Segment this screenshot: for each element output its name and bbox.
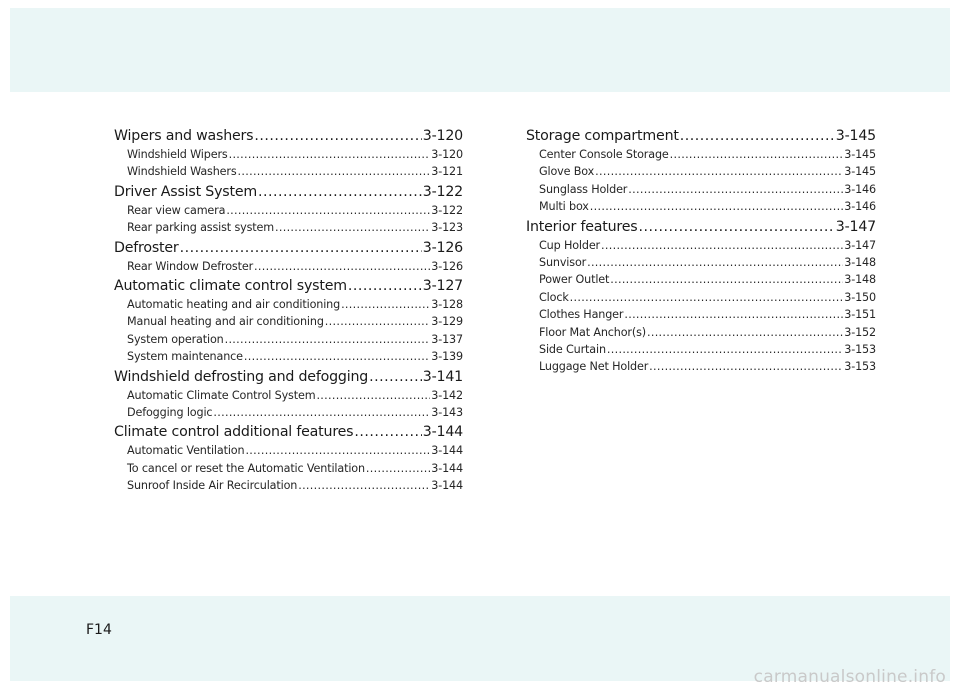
toc-entry-page: 3-144 [431,479,463,493]
dot-leader [607,341,843,358]
dot-leader [587,254,843,271]
toc-subsection-entry[interactable] [526,358,876,375]
toc-entry-page: 3-144 [431,461,463,475]
toc-subsection-entry[interactable] [526,271,876,288]
dot-leader [325,313,430,330]
toc-entry-page: 3-153 [844,360,876,374]
toc-entry-title: Floor Mat Anchor(s) [539,325,646,339]
toc-entry-page: 3-128 [431,297,463,311]
toc-entry-title: Center Console Storage [539,148,669,161]
toc-entry-title: Storage compartment [526,128,679,144]
toc-entry-page: 3-139 [431,350,463,364]
dot-leader [354,423,421,441]
toc-subsection-entry[interactable] [526,237,876,254]
toc-entry-page: 3-144 [431,444,463,458]
toc-entry-page: 3-146 [844,182,876,196]
dot-leader [316,387,430,404]
toc-subsection-entry[interactable] [114,313,463,330]
toc-entry-title: Glove Box [539,165,595,179]
toc-section-entry[interactable] [114,423,463,441]
toc-entry-page: 3-144 [422,424,463,441]
toc-entry-page: 3-147 [835,218,876,235]
toc-entry-title: Manual heating and air conditioning [127,315,324,329]
toc-entry-title: Automatic climate control system [114,277,347,294]
dot-leader [595,163,843,180]
toc-entry-title: Cup Holder [539,238,601,252]
dot-leader [366,460,430,477]
toc-entry-page: 3-148 [844,273,876,287]
toc-entry-title: Rear parking assist system [127,221,274,235]
toc-entry-page: 3-122 [431,203,463,217]
toc-entry-title: System maintenance [127,350,243,364]
toc-section-entry[interactable] [114,368,463,386]
dot-leader [180,239,422,257]
toc-entry-title: Wipers and washers [114,128,254,144]
dot-leader [254,127,421,145]
dot-leader [229,146,431,163]
toc-entry-page: 3-152 [844,325,876,339]
dot-leader [213,404,430,421]
dot-leader [275,219,430,236]
toc-entry-page: 3-141 [422,368,463,385]
toc-subsection-entry[interactable] [526,306,876,323]
dot-leader [601,237,843,254]
toc-entry-title: Rear Window Defroster [127,259,254,273]
toc-entry-page: 3-153 [844,342,876,356]
toc-entry-page: 3-148 [844,255,876,269]
toc-entry-page: 3-145 [844,165,876,179]
toc-subsection-entry[interactable] [114,163,463,180]
dot-leader [638,218,834,236]
dot-leader [348,277,422,295]
toc-section-entry[interactable] [114,183,463,201]
toc-subsection-entry[interactable] [526,146,876,163]
toc-subsection-entry[interactable] [114,460,463,477]
toc-entry-page: 3-127 [422,277,463,294]
toc-entry-page: 3-145 [844,148,876,161]
toc-section-entry[interactable] [526,127,876,145]
toc-subsection-entry[interactable] [114,296,463,313]
toc-entry-title: Sunglass Holder [539,182,628,196]
toc-entry-title: Driver Assist System [114,183,257,200]
dot-leader [649,358,843,375]
toc-section-entry[interactable] [114,127,463,145]
toc-subsection-entry[interactable] [114,219,463,236]
toc-entry-page: 3-147 [844,238,876,252]
toc-entry-title: Windshield Wipers [127,148,228,161]
dot-leader [590,198,843,215]
toc-entry-page: 3-120 [422,128,463,144]
dot-leader [254,258,430,275]
toc-entry-title: Windshield defrosting and defogging [114,368,369,385]
toc-subsection-entry[interactable] [114,331,463,348]
dot-leader [238,163,431,180]
dot-leader [570,289,844,306]
toc-entry-title: Windshield Washers [127,165,237,179]
toc-subsection-entry[interactable] [526,163,876,180]
toc-entry-title: Clothes Hanger [539,308,624,322]
toc-subsection-entry[interactable] [114,404,463,421]
toc-entry-page: 3-150 [844,290,876,304]
dot-leader [245,442,430,459]
toc-entry-page: 3-123 [431,221,463,235]
toc-entry-title: Defogging logic [127,405,213,419]
toc-section-entry[interactable] [526,218,876,236]
toc-entry-title: Interior features [526,218,638,235]
toc-entry-title: To cancel or reset the Automatic Ventilation [127,461,365,475]
dot-leader [258,183,422,201]
toc-entry-page: 3-137 [431,332,463,346]
toc-subsection-entry[interactable] [526,181,876,198]
toc-entry-title: System operation [127,332,224,346]
dot-leader [244,348,430,365]
toc-subsection-entry[interactable] [526,254,876,271]
toc-entry-page: 3-129 [431,315,463,329]
toc-subsection-entry[interactable] [114,348,463,365]
toc-section-entry[interactable] [114,239,463,257]
toc-right-column [526,127,876,376]
dot-leader [225,331,431,348]
dot-leader [624,306,843,323]
dot-leader [610,271,843,288]
toc-entry-page: 3-121 [431,165,463,179]
dot-leader [341,296,430,313]
toc-entry-page: 3-142 [431,388,463,402]
dot-leader [628,181,843,198]
dot-leader [647,324,843,341]
dot-leader [369,368,422,386]
toc-entry-title: Defroster [114,239,179,256]
toc-entry-page: 3-151 [844,308,876,322]
toc-entry-title: Power Outlet [539,273,610,287]
toc-entry-title: Side Curtain [539,342,606,356]
toc-entry-title: Luggage Net Holder [539,360,649,374]
toc-entry-page: 3-126 [431,259,463,273]
toc-subsection-entry[interactable] [114,146,463,163]
toc-subsection-entry[interactable] [114,202,463,219]
toc-subsection-entry[interactable] [114,477,463,494]
toc-entry-page: 3-146 [844,200,876,214]
toc-entry-page: 3-120 [431,148,463,161]
header-band [10,8,950,92]
toc-subsection-entry[interactable] [114,442,463,459]
toc-subsection-entry[interactable] [114,258,463,275]
dot-leader [680,127,835,145]
dot-leader [226,202,430,219]
toc-section-entry[interactable] [114,277,463,295]
toc-entry-page: 3-145 [835,128,876,144]
toc-entry-title: Multi box [539,200,589,214]
watermark-text: carmanualsonline.info [753,667,946,687]
toc-entry-title: Clock [539,290,569,304]
toc-subsection-entry[interactable] [526,198,876,215]
page-number: F14 [86,622,112,638]
toc-left-column [114,127,463,494]
toc-entry-title: Rear view camera [127,203,226,217]
toc-entry-page: 3-143 [431,405,463,419]
toc-subsection-entry[interactable] [114,387,463,404]
toc-entry-page: 3-126 [422,239,463,256]
toc-entry-title: Climate control additional features [114,424,354,441]
toc-entry-title: Automatic heating and air conditioning [127,297,341,311]
toc-entry-page: 3-122 [422,183,463,200]
toc-subsection-entry[interactable] [526,289,876,306]
dot-leader [298,477,430,494]
toc-entry-title: Sunroof Inside Air Recirculation [127,479,298,493]
dot-leader [670,146,844,163]
toc-entry-title: Automatic Ventilation [127,444,245,458]
toc-entry-title: Automatic Climate Control System [127,388,316,402]
toc-subsection-entry[interactable] [526,341,876,358]
toc-entry-title: Sunvisor [539,255,587,269]
toc-subsection-entry[interactable] [526,324,876,341]
